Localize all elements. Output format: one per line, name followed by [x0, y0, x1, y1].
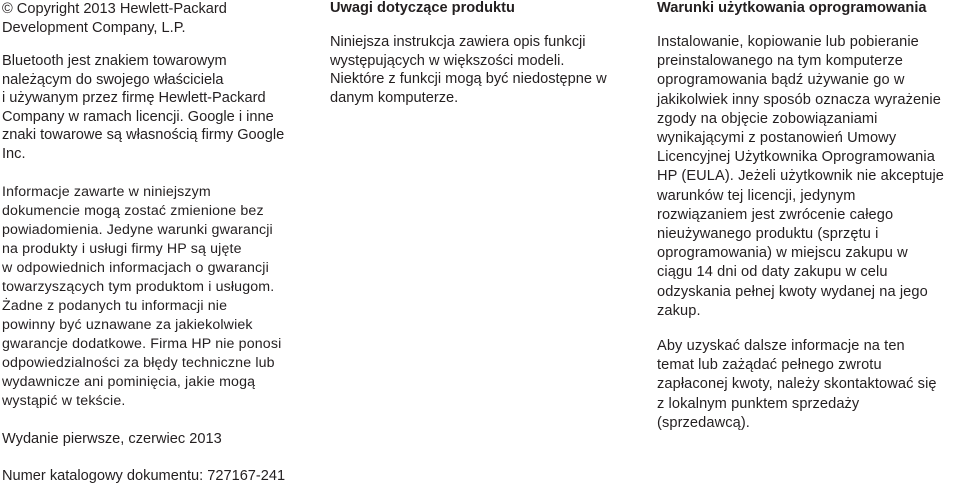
- product-notice-body-block: [330, 33, 640, 107]
- information-notice-text: Informacje zawarte w niniejszym dokumencie mogą zostać zmienione bez powiadomienia. Jedyne warunki gwarancji na produkty i usługi firmy HP są ujęte w odpowiednich informacjach o gwarancji towarzyszących tym produktom i usługom. Żadne z podanych tu informacji nie powinny być uznawane za jakiekolwiek gwarancje dodatkowe. Firma HP nie ponosi odpowiedzialności za błędy techniczne lub wydawnicze ani pominięcia, jakie mogą wystąpić w tekście.: [2, 184, 282, 409]
- product-notice-heading-block: [330, 0, 640, 16]
- software-terms-body-block: [657, 33, 960, 321]
- catalog-number-block: [2, 467, 314, 486]
- edition-block: [2, 430, 314, 449]
- copyright-block: [2, 0, 314, 37]
- copyright-text: © Copyright 2013 Hewlett-Packard Development Company, L.P.: [2, 1, 227, 36]
- bluetooth-trademark-text: Bluetooth jest znakiem towarowym należącym do swojego właściciela i używanym przez firmę Hewlett-Packard Company w ramach licencji. Google i inne znaki towarowe są własnością firmy Google Inc.: [2, 53, 285, 162]
- refund-info-text: Aby uzyskać dalsze informacje na ten temat lub zażądać pełnego zwrotu zapłaconej kwoty, należy skontaktować się z lokalnym punktem sprzedaży (sprzedawcą).: [657, 338, 937, 431]
- bluetooth-trademark-block: [2, 52, 314, 164]
- information-notice-block: [2, 183, 314, 411]
- product-notice-heading: Uwagi dotyczące produktu: [330, 0, 515, 16]
- catalog-number-text: Numer katalogowy dokumentu: 727167-241: [2, 468, 286, 484]
- software-terms-text: Instalowanie, kopiowanie lub pobieranie preinstalowanego na tym komputerze oprogramowania bądź używanie go w jakikolwiek inny sposób oznacza wyrażenie zgody na objęcie zobowiązaniami wynikającymi z postanowień Umowy Licencyjnej Użytkownika Oprogramowania HP (EULA). Jeżeli użytkownik nie akceptuje warunków tej licencji, jedynym rozwiązaniem jest zwrócenie całego nieużywanego produktu (sprzętu i oprogramowania) w miejscu zakupu w ciągu 14 dni od daty zakupu w celu odzyskania pełnej kwoty wydanej na jego zakup.: [657, 34, 945, 319]
- refund-info-block: [657, 337, 960, 433]
- product-notice-text: Niniejsza instrukcja zawiera opis funkcji występujących w większości modeli. Niektóre z funkcji mogą być niedostępne w danym komputerze.: [330, 34, 607, 106]
- software-terms-heading-block: [657, 0, 960, 16]
- edition-text: Wydanie pierwsze, czerwiec 2013: [2, 431, 222, 447]
- software-terms-heading: Warunki użytkowania oprogramowania: [657, 0, 927, 16]
